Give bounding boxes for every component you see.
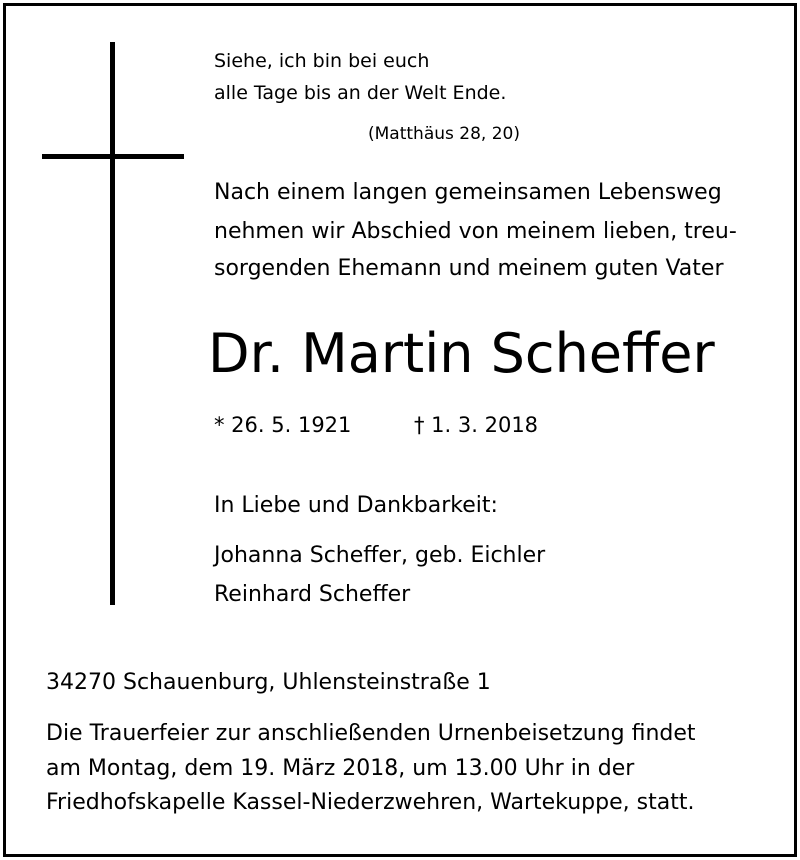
death-date: † 1. 3. 2018: [414, 413, 539, 437]
ceremony-line-3: Friedhofskapelle Kassel-Niederzwehren, Wartekuppe, statt.: [46, 790, 695, 815]
ceremony-line-1: Die Trauerfeier zur anschließenden Urnenbeisetzung findet: [46, 721, 696, 746]
intro-line-3: sorgenden Ehemann und meinem guten Vater: [214, 256, 724, 281]
cross-icon-horizontal-bar: [42, 154, 184, 159]
verse-line-2: alle Tage bis an der Welt Ende.: [214, 82, 507, 104]
birth-date: * 26. 5. 1921: [214, 413, 352, 437]
mourner-name-2: Reinhard Scheffer: [214, 582, 411, 607]
cross-icon-vertical-bar: [110, 42, 115, 605]
verse-reference: (Matthäus 28, 20): [368, 124, 520, 144]
deceased-name: Dr. Martin Scheffer: [208, 322, 715, 385]
mourner-name-1: Johanna Scheffer, geb. Eichler: [214, 543, 546, 568]
ceremony-line-2: am Montag, dem 19. März 2018, um 13.00 Uhr in der: [46, 756, 635, 781]
verse-line-1: Siehe, ich bin bei euch: [214, 50, 430, 72]
intro-line-2: nehmen wir Abschied von meinem lieben, treu-: [214, 219, 737, 244]
mourners-heading: In Liebe und Dankbarkeit:: [214, 493, 498, 518]
intro-line-1: Nach einem langen gemeinsamen Lebensweg: [214, 180, 722, 205]
mourner-address: 34270 Schauenburg, Uhlensteinstraße 1: [46, 670, 491, 695]
